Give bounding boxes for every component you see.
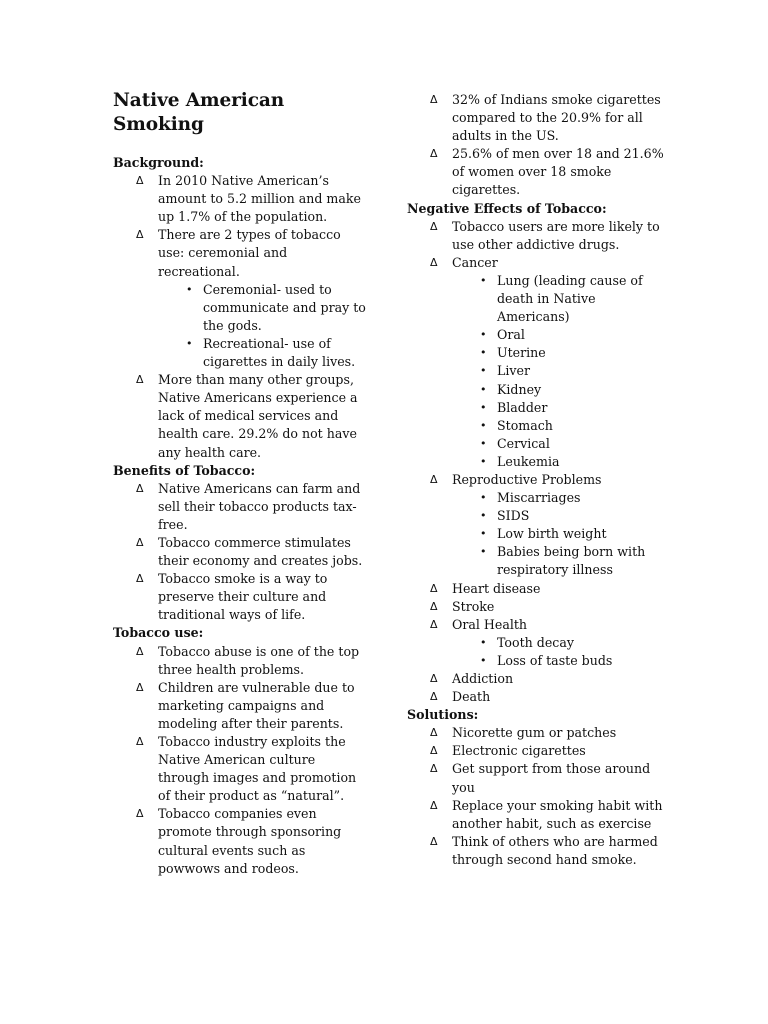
delta-icon: Δ <box>430 834 438 848</box>
bullet-icon: • <box>186 282 193 296</box>
bullet-icon: • <box>480 635 487 649</box>
delta-icon: Δ <box>136 535 144 549</box>
list-item <box>407 471 669 489</box>
bullet-icon: • <box>480 328 487 342</box>
list-item-text: SIDS <box>497 508 530 524</box>
list-item-text: Stroke <box>452 598 495 614</box>
list-item-text: Death <box>452 689 491 705</box>
list-item <box>407 833 669 869</box>
list-item-text: Oral Health <box>452 616 528 632</box>
list-item-text: Children are vulnerable due to marketing campaigns and modeling after their parents. <box>158 679 355 731</box>
tobacco-use-heading: Tobacco use: <box>113 625 204 641</box>
background-list <box>113 172 368 462</box>
list-item <box>407 598 669 616</box>
tobacco-use-list <box>113 643 368 878</box>
sub-list-item <box>407 453 669 471</box>
list-item-text: Tobacco abuse is one of the top three health problems. <box>158 643 360 677</box>
list-item-text: Tooth decay <box>497 634 574 650</box>
list-item-text: Tobacco users are more likely to use other addictive drugs. <box>452 218 660 252</box>
list-item-text: 25.6% of men over 18 and 21.6% of women over 18 smoke cigarettes. <box>452 146 664 198</box>
bullet-icon: • <box>480 382 487 396</box>
list-item <box>113 805 368 877</box>
list-item-text: Heart disease <box>452 580 541 596</box>
delta-icon: Δ <box>136 644 144 658</box>
delta-icon: Δ <box>430 93 438 106</box>
list-item <box>407 724 669 742</box>
sub-list-item <box>407 362 669 380</box>
list-item-text: Tobacco smoke is a way to preserve their culture and traditional ways of life. <box>158 571 328 623</box>
list-item <box>113 679 368 733</box>
delta-icon: Δ <box>136 572 144 586</box>
sub-list-item <box>407 489 669 507</box>
sub-list-item <box>407 272 669 326</box>
list-item-text: Low birth weight <box>497 526 607 542</box>
bullet-icon: • <box>480 527 487 541</box>
list-item <box>113 480 368 534</box>
list-item <box>407 760 669 796</box>
list-item <box>407 145 669 199</box>
list-item <box>407 580 669 598</box>
delta-icon: Δ <box>430 726 438 740</box>
bullet-icon: • <box>480 653 487 667</box>
delta-icon: Δ <box>430 617 438 631</box>
list-item-text: 32% of Indians smoke cigarettes compared to the 20.9% for all adults in the US. <box>452 92 661 144</box>
list-item <box>407 742 669 760</box>
list-item <box>407 254 669 272</box>
list-item-text: Liver <box>497 363 530 379</box>
list-item <box>407 91 669 145</box>
list-item-text: Tobacco companies even promote through sponsoring cultural events such as powwows and rodeos. <box>158 806 342 876</box>
page-title: Native American Smoking <box>113 90 285 135</box>
bullet-icon: • <box>480 454 487 468</box>
list-item-text: Miscarriages <box>497 490 581 506</box>
list-item-text: Recreational- use of cigarettes in daily lives. <box>203 335 356 370</box>
bullet-icon: • <box>186 336 193 350</box>
delta-icon: Δ <box>430 690 438 704</box>
bullet-icon: • <box>480 364 487 378</box>
list-item-text: There are 2 types of tobacco use: ceremonial and recreational. <box>158 227 341 279</box>
list-item-text: Nicorette gum or patches <box>452 725 617 741</box>
delta-icon: Δ <box>136 174 144 188</box>
list-item-text: Electronic cigarettes <box>452 743 586 759</box>
list-item-text: Bladder <box>497 399 548 415</box>
sub-list-item <box>407 652 669 670</box>
negative-effects-heading: Negative Effects of Tobacco: <box>407 200 607 216</box>
delta-icon: Δ <box>136 735 144 748</box>
delta-icon: Δ <box>430 762 438 776</box>
sub-list-item <box>407 417 669 435</box>
list-item-text: Babies being born with respiratory illness <box>497 544 646 578</box>
list-item <box>407 797 669 833</box>
sub-list-item <box>407 399 669 417</box>
delta-icon: Δ <box>430 672 438 685</box>
benefits-list <box>113 480 368 625</box>
delta-icon: Δ <box>136 807 144 821</box>
bullet-icon: • <box>480 509 487 523</box>
bullet-icon: • <box>480 436 487 450</box>
list-item <box>113 226 368 280</box>
sub-list-item <box>407 344 669 362</box>
list-item-text: Leukemia <box>497 453 560 469</box>
list-item <box>113 570 368 624</box>
bullet-icon: • <box>480 418 487 432</box>
list-item <box>113 733 368 805</box>
list-item-text: Cervical <box>497 435 550 451</box>
delta-icon: Δ <box>136 373 144 387</box>
bullet-icon: • <box>480 346 487 360</box>
sub-list-item <box>407 435 669 453</box>
list-item <box>407 670 669 688</box>
bullet-icon: • <box>480 400 487 414</box>
delta-icon: Δ <box>430 255 438 269</box>
delta-icon: Δ <box>430 599 438 613</box>
list-item-text: Loss of taste buds <box>497 652 613 668</box>
list-item-text: Addiction <box>452 671 514 686</box>
sub-list-item <box>407 326 669 344</box>
solutions-heading: Solutions: <box>407 707 479 723</box>
list-item-text: Native Americans can farm and sell their tobacco products tax-free. <box>158 480 361 532</box>
left-column <box>113 89 368 878</box>
list-item-text: Kidney <box>497 381 542 397</box>
list-item-text: Get support from those around you <box>452 761 651 795</box>
delta-icon: Δ <box>430 472 438 486</box>
list-item-text: Ceremonial- used to communicate and pray to the gods. <box>203 281 366 333</box>
sub-list-item <box>113 335 368 371</box>
list-item <box>407 688 669 706</box>
sub-list-item <box>407 634 669 652</box>
list-item <box>113 172 368 226</box>
list-item-text: Stomach <box>497 417 553 433</box>
sub-list-item <box>407 525 669 543</box>
negative-effects-list <box>407 218 669 707</box>
bullet-icon: • <box>480 545 487 559</box>
sub-list-item <box>407 543 669 579</box>
sub-list-item <box>407 507 669 525</box>
bullet-icon: • <box>480 273 487 287</box>
list-item-text: Tobacco commerce stimulates their economy and creates jobs. <box>158 534 363 569</box>
list-item <box>407 616 669 634</box>
sub-list-item <box>407 381 669 399</box>
list-item-text: More than many other groups, Native Americans experience a lack of medical services and health care. 29.2% do not have any health care. <box>158 372 358 460</box>
list-item-text: Lung (leading cause of death in Native Americans) <box>497 272 643 325</box>
list-item-text: Oral <box>497 327 525 343</box>
delta-icon: Δ <box>136 228 144 242</box>
benefits-heading: Benefits of Tobacco: <box>113 462 256 478</box>
background-heading: Background: <box>113 155 204 170</box>
bullet-icon: • <box>480 491 487 505</box>
sub-list-item <box>113 281 368 335</box>
list-item <box>113 534 368 570</box>
list-item-text: Cancer <box>452 254 498 270</box>
list-item <box>113 643 368 679</box>
delta-icon: Δ <box>430 581 438 595</box>
delta-icon: Δ <box>430 219 438 233</box>
list-item-text: In 2010 Native American’s amount to 5.2 million and make up 1.7% of the population. <box>158 173 361 225</box>
list-item-text: Tobacco industry exploits the Native American culture through images and promotion of their product as “natural”. <box>158 734 357 804</box>
list-item <box>113 371 368 461</box>
list-item-text: Think of others who are harmed through second hand smoke. <box>452 833 658 867</box>
delta-icon: Δ <box>430 798 438 812</box>
stats-list <box>407 91 669 200</box>
delta-icon: Δ <box>430 147 438 161</box>
list-item-text: Replace your smoking habit with another habit, such as exercise <box>452 797 663 831</box>
list-item-text: Reproductive Problems <box>452 471 602 487</box>
list-item <box>407 218 669 254</box>
delta-icon: Δ <box>136 680 144 694</box>
right-column <box>407 91 669 869</box>
delta-icon: Δ <box>136 481 144 495</box>
delta-icon: Δ <box>430 744 438 758</box>
solutions-list <box>407 724 669 869</box>
list-item-text: Uterine <box>497 345 546 361</box>
